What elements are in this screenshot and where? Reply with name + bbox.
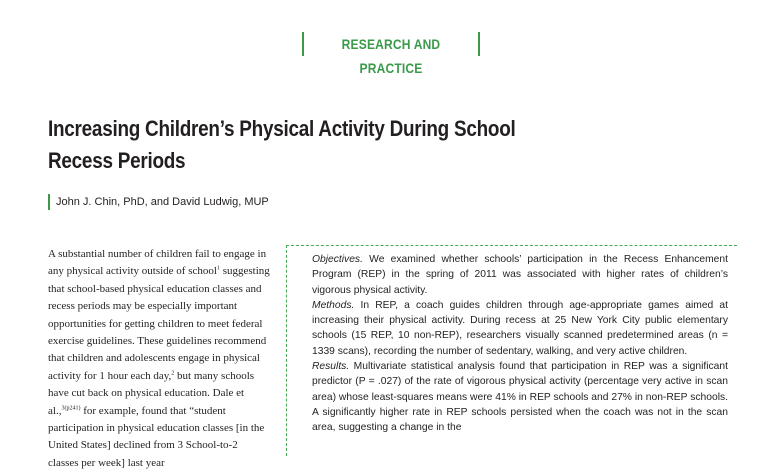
section-header	[302, 32, 480, 76]
methods-label: Methods.	[312, 299, 355, 311]
abstract-results	[312, 359, 728, 435]
intro-text-1: A substantial number of children fail to engage in any physical activity outside of school	[48, 248, 267, 278]
abstract	[312, 252, 728, 436]
author-line: John J. Chin, PhD, and David Ludwig, MUP	[48, 194, 269, 210]
intro-text-3: but many schools have cut back on physical education. Dale et al.,	[48, 369, 255, 417]
objectives-label: Objectives.	[312, 254, 363, 265]
objectives-text: We examined whether schools’ participation in the Recess Enhancement Program (REP) in the spring of 2011 was associated with higher rates of children’s vigorous physical activity.	[312, 254, 728, 296]
intro-text-4: for example, found that “student participation in physical education classes [in the United States] declined from 3 School-to-2 classes per week] last year	[48, 404, 265, 469]
results-label: Results.	[312, 361, 350, 373]
article-title: Increasing Children’s Physical Activity During School Recess Periods	[48, 116, 516, 173]
intro-column	[48, 246, 270, 472]
methods-text: In REP, a coach guides children through age-appropriate games aimed at increasing their physical activity. During recess at 25 New York City public elementary schools (15 REP, 10 non-REP), researchers visually scanned predetermined areas (n = 1339 scans), recording the number of sedentary, walking, and very active children.	[312, 299, 728, 357]
reference-1[interactable]: 1	[216, 265, 220, 272]
reference-3[interactable]: 3(p241)	[61, 405, 81, 411]
results-text: Multivariate statistical analysis found that participation in REP was a significant predictor (P = .027) of the rate of vigorous physical activity (percentage very active in scan area) whose least-squares means were 41% in REP schools and 27% in non-REP schools. A significantly higher rate in REP schools persisted when the coach was not in the scan area, suggesting a change in the	[312, 361, 728, 434]
intro-text-2: suggesting that school-based physical education classes and recess periods may be especially important opportunities for getting children to meet federal exercise guidelines. These guidelines recommend that children and adolescents engage in physical activity for 1 hour each day,	[48, 265, 270, 382]
abstract-methods	[312, 298, 728, 359]
reference-2[interactable]: 2	[171, 370, 175, 377]
abstract-objectives	[312, 252, 728, 298]
section-label: RESEARCH AND PRACTICE	[341, 36, 441, 76]
